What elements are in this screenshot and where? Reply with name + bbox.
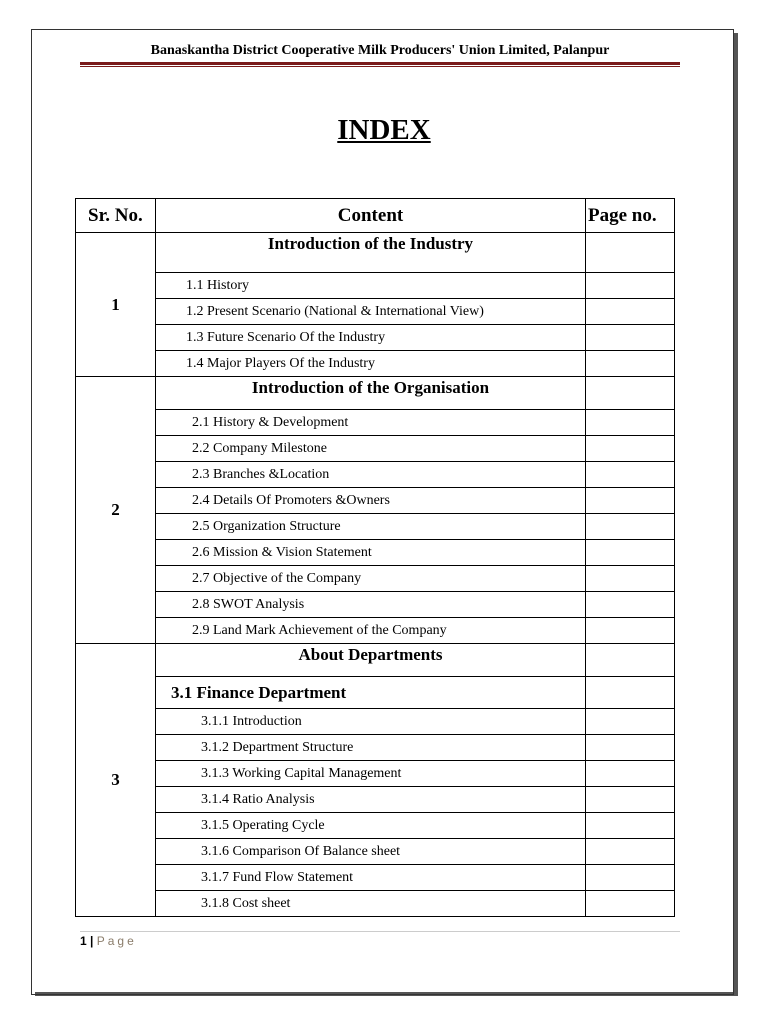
table-header-row <box>76 199 675 233</box>
page-no-cell <box>586 540 675 566</box>
index-entry: 1.3 Future Scenario Of the Industry <box>156 325 586 351</box>
footer-page-number: 1 <box>80 934 87 948</box>
index-entry-row <box>76 618 675 644</box>
index-entry-row <box>76 865 675 891</box>
header-rule <box>80 62 680 65</box>
page-no-cell <box>586 592 675 618</box>
index-entry-row <box>76 592 675 618</box>
index-entry: 2.7 Objective of the Company <box>156 566 586 592</box>
index-entry: 2.1 History & Development <box>156 410 586 436</box>
page-no-cell <box>586 677 675 709</box>
page-no-cell <box>586 761 675 787</box>
page-no-cell <box>586 410 675 436</box>
index-entry-row <box>76 514 675 540</box>
index-entry-row <box>76 813 675 839</box>
index-entry-row <box>76 761 675 787</box>
index-entry: 2.3 Branches &Location <box>156 462 586 488</box>
index-entry: 1.2 Present Scenario (National & International View) <box>156 299 586 325</box>
index-entry: 3.1.4 Ratio Analysis <box>156 787 586 813</box>
index-entry-row <box>76 351 675 377</box>
index-entry-row <box>76 299 675 325</box>
index-entry-row <box>76 488 675 514</box>
page-no-cell <box>586 299 675 325</box>
index-entry: 2.9 Land Mark Achievement of the Company <box>156 618 586 644</box>
index-entry-row <box>76 787 675 813</box>
index-entry: 2.2 Company Milestone <box>156 436 586 462</box>
index-entry: 2.4 Details Of Promoters &Owners <box>156 488 586 514</box>
page-no-cell <box>586 813 675 839</box>
page-no-cell <box>586 436 675 462</box>
index-entry-row <box>76 410 675 436</box>
index-entry: 2.6 Mission & Vision Statement <box>156 540 586 566</box>
section-sr-no: 3 <box>76 644 156 917</box>
section-heading-row <box>76 377 675 410</box>
index-entry-row <box>76 540 675 566</box>
section-sr-no: 1 <box>76 233 156 377</box>
column-header-content: Content <box>156 199 586 233</box>
page-no-cell <box>586 488 675 514</box>
index-entry-row <box>76 462 675 488</box>
footer-page-label: Page <box>96 934 137 948</box>
index-entry: 3.1.6 Comparison Of Balance sheet <box>156 839 586 865</box>
column-header-sr-no: Sr. No. <box>76 199 156 233</box>
header-rule-thin <box>80 66 680 67</box>
page-no-cell <box>586 566 675 592</box>
page-no-cell <box>586 618 675 644</box>
section-heading-row <box>76 233 675 273</box>
section-heading: Introduction of the Organisation <box>156 377 586 410</box>
page-no-cell <box>586 233 675 273</box>
section-heading: Introduction of the Industry <box>156 233 586 273</box>
subsection-heading: 3.1 Finance Department <box>156 677 586 709</box>
page-no-cell <box>586 891 675 917</box>
index-table-body <box>76 233 675 917</box>
section-sr-no: 2 <box>76 377 156 644</box>
index-entry-row <box>76 839 675 865</box>
index-entry: 2.8 SWOT Analysis <box>156 592 586 618</box>
index-entry-row <box>76 325 675 351</box>
page-no-cell <box>586 377 675 410</box>
index-table <box>75 198 675 917</box>
section-heading-row <box>76 644 675 677</box>
page-no-cell <box>586 787 675 813</box>
index-entry: 3.1.8 Cost sheet <box>156 891 586 917</box>
index-entry-row <box>76 735 675 761</box>
document-header: Banaskantha District Cooperative Milk Producers' Union Limited, Palanpur <box>150 43 610 58</box>
index-entry: 1.4 Major Players Of the Industry <box>156 351 586 377</box>
page-no-cell <box>586 644 675 677</box>
index-entry: 3.1.2 Department Structure <box>156 735 586 761</box>
page-no-cell <box>586 839 675 865</box>
page-no-cell <box>586 735 675 761</box>
footer-separator: | <box>90 934 94 948</box>
page-title: INDEX <box>337 114 431 146</box>
page-no-cell <box>586 462 675 488</box>
index-entry: 3.1.1 Introduction <box>156 709 586 735</box>
index-entry: 3.1.5 Operating Cycle <box>156 813 586 839</box>
footer-rule <box>80 931 680 932</box>
index-entry-row <box>76 709 675 735</box>
index-entry: 2.5 Organization Structure <box>156 514 586 540</box>
index-entry-row <box>76 273 675 299</box>
page-no-cell <box>586 273 675 299</box>
index-entry: 3.1.3 Working Capital Management <box>156 761 586 787</box>
page-no-cell <box>586 514 675 540</box>
subsection-heading-row <box>76 677 675 709</box>
page-footer <box>80 934 137 948</box>
index-entry: 1.1 History <box>156 273 586 299</box>
page-no-cell <box>586 865 675 891</box>
index-entry-row <box>76 436 675 462</box>
page-shadow-right <box>734 33 738 996</box>
index-entry-row <box>76 891 675 917</box>
page-no-cell <box>586 351 675 377</box>
index-entry-row <box>76 566 675 592</box>
section-heading: About Departments <box>156 644 586 677</box>
index-entry: 3.1.7 Fund Flow Statement <box>156 865 586 891</box>
page-no-cell <box>586 325 675 351</box>
page-no-cell <box>586 709 675 735</box>
column-header-page-no: Page no. <box>586 199 675 233</box>
